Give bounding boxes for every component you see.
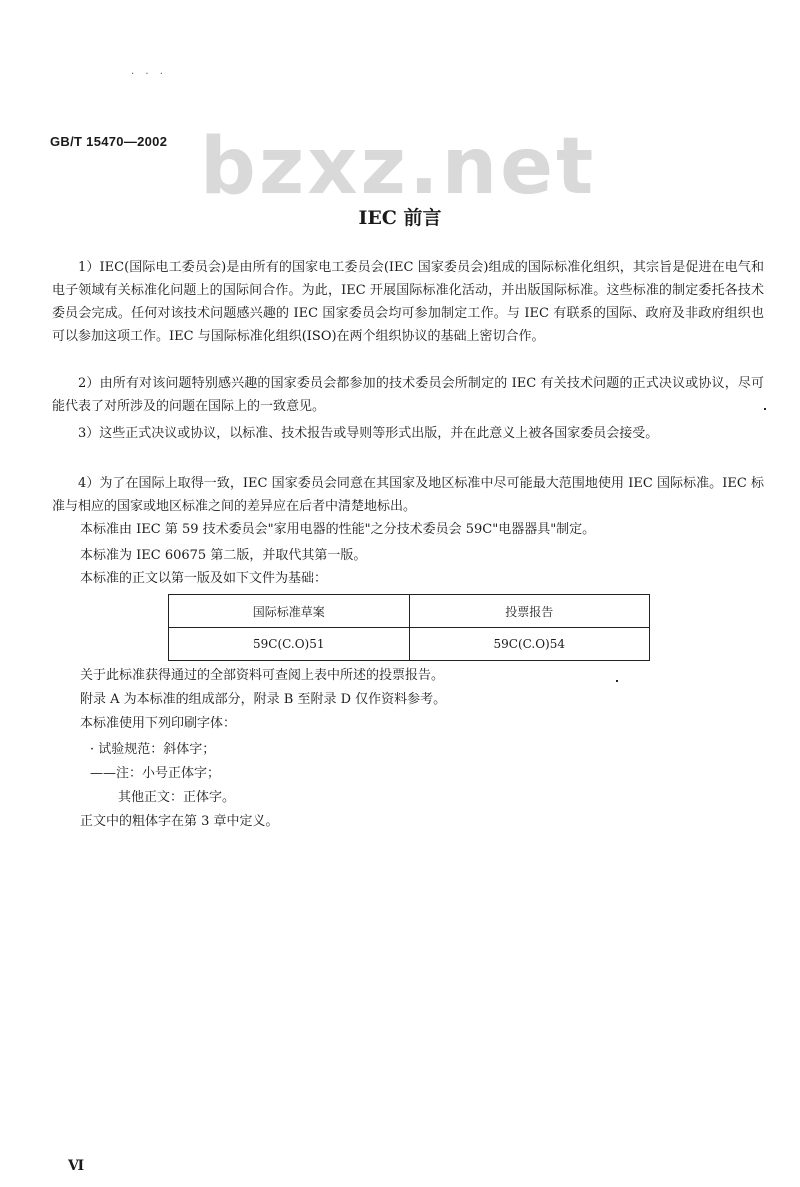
- scan-speck: [616, 680, 618, 682]
- watermark: bzxz.net: [200, 122, 597, 212]
- voting-table: [168, 594, 650, 661]
- page-number: Ⅵ: [68, 1158, 85, 1174]
- text-line-basis: 本标准的正文以第一版及如下文件为基础：: [80, 571, 328, 586]
- table-header-cell: 投票报告: [409, 595, 650, 628]
- text-line-annex: 附录 A 为本标准的组成部分，附录 B 至附录 D 仅作资料参考。: [80, 692, 447, 707]
- table-cell: 59C(C.O)51: [169, 628, 410, 661]
- table-row: [169, 628, 650, 661]
- font-list-item: 其他正文：正体字。: [118, 790, 236, 805]
- standard-code: GB/T 15470—2002: [50, 134, 168, 149]
- text-line-committee: 本标准由 IEC 第 59 技术委员会"家用电器的性能"之分技术委员会 59C"电器器具"制定。: [80, 522, 596, 537]
- scan-marks: . . .: [131, 66, 167, 77]
- table-header-row: [169, 595, 650, 628]
- page-title: IEC 前言: [358, 207, 442, 229]
- paragraph-4: 4）为了在国际上取得一致，IEC 国家委员会同意在其国家及地区标准中尽可能最大范围地使用 IEC 国际标准。IEC 标准与相应的国家或地区标准之间的差异应在后者中清楚地标出。: [52, 476, 764, 514]
- font-list-item: · 试验规范：斜体字；: [90, 742, 216, 757]
- paragraph-2: 2）由所有对该问题特别感兴趣的国家委员会都参加的技术委员会所制定的 IEC 有关技术问题的正式决议或协议，尽可能代表了对所涉及的问题在国际上的一致意见。: [52, 376, 764, 414]
- text-line-voting-info: 关于此标准获得通过的全部资料可查阅上表中所述的投票报告。: [80, 668, 445, 683]
- paragraph-3: 3）这些正式决议或协议，以标准、技术报告或导则等形式出版，并在此意义上被各国家委员会接受。: [78, 426, 659, 441]
- table-header-cell: 国际标准草案: [169, 595, 410, 628]
- paragraph-1: 1）IEC(国际电工委员会)是由所有的国家电工委员会(IEC 国家委员会)组成的国际标准化组织，其宗旨是促进在电气和电子领域有关标准化问题上的国际间合作。为此，IEC 开展国际标准化活动，并出版国际标准。这些标准的制定委托各技术委员会完成。任何对该技术问题感兴趣的 IEC 国家委员会均可参加制定工作。与 IEC 有联系的国际、政府及非政府组织也可以参加这项工作。IEC 与国际标准化组织(ISO)在两个组织协议的基础上密切合作。: [52, 260, 764, 344]
- font-list-item: ——注：小号正体字；: [90, 766, 221, 781]
- scan-speck: [764, 408, 766, 410]
- text-line-bold-definition: 正文中的粗体字在第 3 章中定义。: [80, 814, 279, 829]
- text-line-typefaces: 本标准使用下列印刷字体：: [80, 716, 237, 731]
- text-line-edition: 本标准为 IEC 60675 第二版，并取代其第一版。: [80, 548, 367, 563]
- table-cell: 59C(C.O)54: [409, 628, 650, 661]
